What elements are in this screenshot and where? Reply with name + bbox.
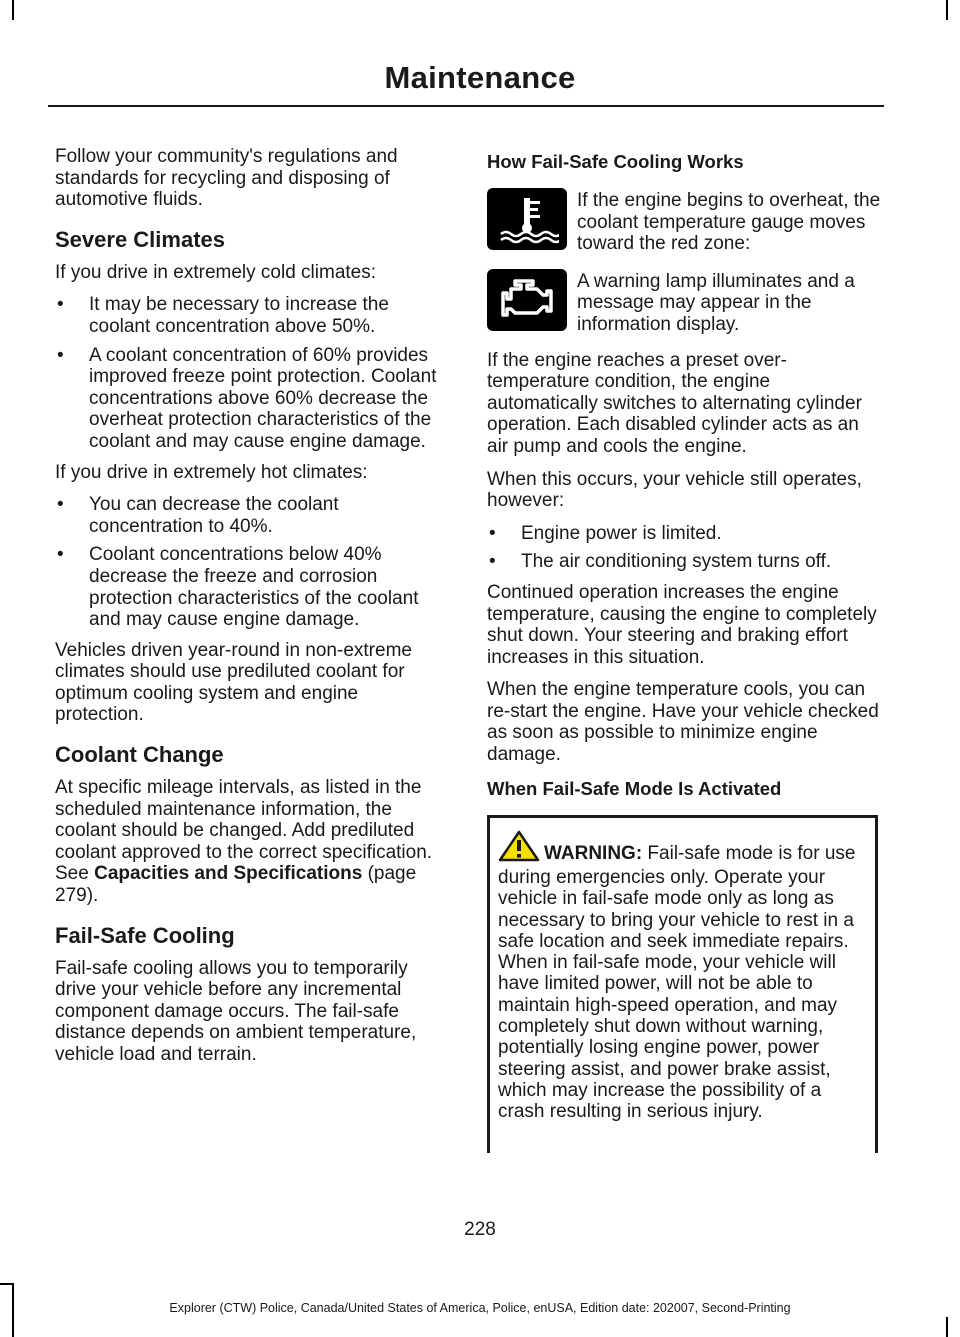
- list-item: • You can decrease the coolant concentration to 40%.: [55, 494, 447, 537]
- when-occurs-paragraph: When this occurs, your vehicle still operates, however:: [487, 468, 862, 512]
- recycling-paragraph: Follow your community's regulations and standards for recycling and disposing of automotive fluids.: [55, 146, 398, 211]
- check-engine-icon: [487, 269, 567, 331]
- limitations-list: [487, 523, 883, 573]
- list-item: • Coolant concentrations below 40% decrease the freeze and corrosion protection characteristics of the coolant and may cause engine damage.: [55, 544, 447, 630]
- warning-label: WARNING:: [544, 842, 643, 864]
- header-divider: [48, 105, 884, 107]
- crop-mark: [12, 0, 14, 20]
- hot-climates-intro: If you drive in extremely hot climates:: [55, 461, 368, 483]
- coolant-change-paragraph: [55, 777, 447, 907]
- preset-paragraph: If the engine reaches a preset over-temperature condition, the engine automatically switches to alternating cylinder operation. Each disabled cylinder acts as an air pump and cools the engine.: [487, 349, 862, 457]
- fail-safe-activated-heading: When Fail-Safe Mode Is Activated: [487, 777, 782, 799]
- warning-text: Fail-safe mode is for use during emergencies only. Operate your vehicle in fail-safe mode only as long as necessary to bring your vehicle to rest in a safe location and seek immediate repairs. When in fail-safe mode, your vehicle will have limited power, will not be able to maintain high-speed operation, and may completely shut down without warning, potentially losing engine power, power steering assist, and power brake assist, which may increase the possibility of a crash resulting in serious injury.: [498, 842, 856, 1123]
- cold-climates-intro: If you drive in extremely cold climates:: [55, 261, 377, 283]
- coolant-change-heading: Coolant Change: [55, 742, 224, 768]
- coolant-gauge-row: [487, 188, 883, 255]
- cold-climates-list: [55, 294, 447, 452]
- coolant-gauge-text: If the engine begins to overheat, the coolant temperature gauge moves toward the red zone:: [577, 190, 881, 255]
- hot-climates-list: [55, 494, 447, 631]
- coolant-change-text: At specific mileage intervals, as listed in the scheduled maintenance information, the coolant should be changed. Add prediluted coolant approved to the correct specification. See: [55, 777, 433, 885]
- warning-triangle-icon: [498, 830, 540, 867]
- capacities-link[interactable]: Capacities and Specifications: [94, 863, 363, 885]
- crop-mark: [946, 0, 948, 20]
- fail-safe-paragraph: Fail-safe cooling allows you to temporarily drive your vehicle before any incremental component damage occurs. The fail-safe distance depends on ambient temperature, vehicle load and terrain.: [55, 957, 417, 1065]
- coolant-temperature-icon: [487, 188, 567, 250]
- list-item: • It may be necessary to increase the coolant concentration above 50%.: [55, 294, 447, 337]
- continued-operation-paragraph: Continued operation increases the engine temperature, causing the engine to completely shut down. Your steering and braking effort increases in this situation.: [487, 581, 877, 668]
- severe-climates-heading: Severe Climates: [55, 226, 225, 252]
- year-round-paragraph: Vehicles driven year-round in non-extreme climates should use prediluted coolant for optimum cooling system and engine protection.: [55, 639, 412, 726]
- right-column: [487, 146, 883, 1153]
- engine-lamp-text: A warning lamp illuminates and a message may appear in the information display.: [577, 270, 855, 335]
- page-title: Maintenance: [384, 60, 576, 95]
- warning-box: [487, 815, 878, 1153]
- page-number: 228: [464, 1219, 496, 1240]
- page-reference: (page 279).: [55, 863, 417, 907]
- warning-paragraph: [498, 830, 868, 1123]
- list-item: • The air conditioning system turns off.: [487, 551, 883, 573]
- left-column: [55, 146, 447, 1077]
- list-item: • Engine power is limited.: [487, 523, 883, 545]
- how-fail-safe-heading: How Fail-Safe Cooling Works: [487, 151, 744, 172]
- fail-safe-cooling-heading: Fail-Safe Cooling: [55, 922, 235, 948]
- edition-footer: Explorer (CTW) Police, Canada/United States of America, Police, enUSA, Edition date: 202007, Second-Printing: [169, 1301, 791, 1315]
- engine-lamp-row: [487, 269, 883, 336]
- engine-cools-paragraph: When the engine temperature cools, you can re-start the engine. Have your vehicle checked as soon as possible to minimize engine damage.: [487, 679, 879, 766]
- crop-mark: [0, 1283, 14, 1285]
- list-item: • A coolant concentration of 60% provides improved freeze point protection. Coolant concentrations above 60% decrease the overheat protection characteristics of the coolant and may cause engine damage.: [55, 345, 447, 453]
- crop-mark: [946, 1317, 948, 1337]
